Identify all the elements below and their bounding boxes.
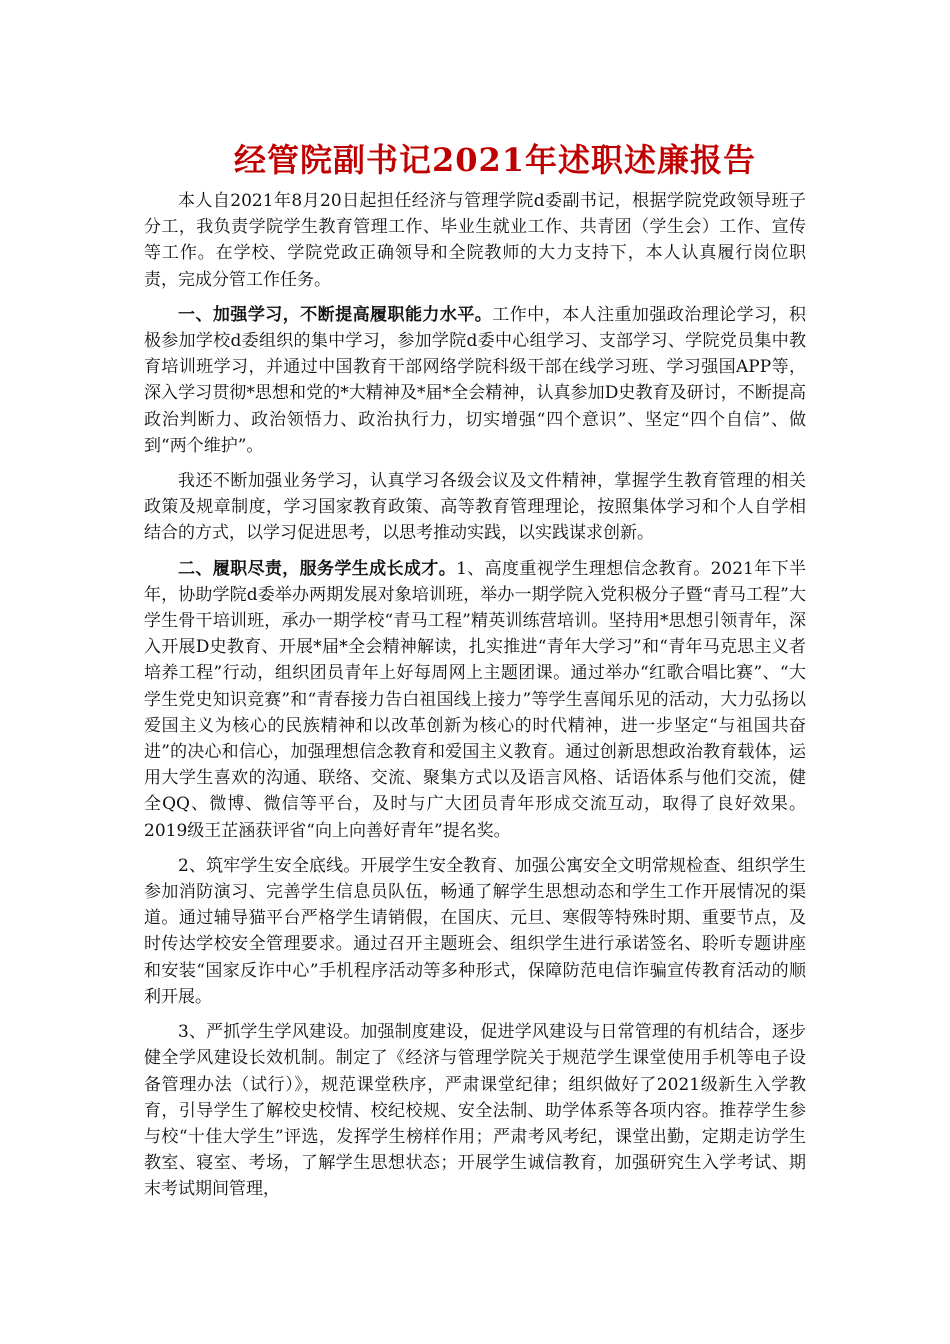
paragraph bbox=[144, 853, 806, 1010]
paragraph-text: 我还不断加强业务学习，认真学习各级会议及文件精神，掌握学生教育管理的相关政策及规章制度，学习国家教育政策、高等教育管理理论，按照集体学习和个人自学相结合的方式，以学习促进思考，以思考推动实践，以实践谋求创新。 bbox=[144, 471, 806, 544]
section-heading: 一、加强学习，不断提高履职能力水平。 bbox=[178, 304, 493, 325]
paragraph bbox=[144, 468, 806, 547]
paragraph-text: 3、严抓学生学风建设。加强制度建设，促进学风建设与日常管理的有机结合，逐步健全学风建设长效机制。制定了《经济与管理学院关于规范学生课堂使用手机等电子设备管理办法（试行）》，规范课堂秩序，严肃课堂纪律；组织做好了2021级新生入学教育，引导学生了解校史校情、校纪校规、安全法制、助学体系等各项内容。推荐学生参与校“十佳大学生”评选，发挥学生榜样作用；严肃考风考纪，课堂出勤，定期走访学生教室、寝室、考场，了解学生思想状态；开展学生诚信教育，加强研究生入学考试、期末考试期间管理， bbox=[144, 1022, 806, 1200]
paragraph bbox=[144, 1019, 806, 1202]
paragraph-text: 2、筑牢学生安全底线。开展学生安全教育、加强公寓安全文明常规检查、组织学生参加消防演习、完善学生信息员队伍，畅通了解学生思想动态和学生工作开展情况的渠道。通过辅导猫平台严格学生请销假，在国庆、元旦、寒假等特殊时期、重要节点，及时传达学校安全管理要求。通过召开主题班会、组织学生进行承诺签名、聆听专题讲座和安装“国家反诈中心”手机程序活动等多种形式，保障防范电信诈骗宣传教育活动的顺利开展。 bbox=[144, 855, 806, 1007]
document-body bbox=[144, 188, 806, 1212]
paragraph bbox=[144, 556, 806, 844]
paragraph bbox=[144, 188, 806, 293]
paragraph-text: 工作中，本人注重加强政治理论学习，积极参加学校d委组织的集中学习，参加学院d委中心组学习、支部学习、学院党员集中教育培训班学习，并通过中国教育干部网络学院科级干部在线学习班、学习强国APP等，深入学习贯彻*思想和党的*大精神及*届*全会精神，认真参加D史教育及研讨，不断提高政治判断力、政治领悟力、政治执行力，切实增强“四个意识”、坚定“四个自信”、做到“两个维护”。 bbox=[144, 304, 807, 456]
paragraph-text: 1、高度重视学生理想信念教育。2021年下半年，协助学院d委举办两期发展对象培训班，举办一期学院入党积极分子暨“青马工程”大学生骨干培训班，承办一期学校“青马工程”精英训练营培训。坚持用*思想引领青年，深入开展D史教育、开展*届*全会精神解读，扎实推进“青年大学习”和“青年马克思主义者培养工程”行动，组织团员青年上好每周网上主题团课。通过举办“红歌合唱比赛”、“大学生党史知识竞赛”和“青春接力告白祖国线上接力”等学生喜闻乐见的活动，大力弘扬以爱国主义为核心的民族精神和以改革创新为核心的时代精神，进一步坚定“与祖国共奋进”的决心和信心，加强理想信念教育和爱国主义教育。通过创新思想政治教育载体，运用大学生喜欢的沟通、联络、交流、聚集方式以及语言风格、话语体系与他们交流，健全QQ、微博、微信等平台，及时与广大团员青年形成交流互动，取得了良好效果。2019级王芷涵获评省“向上向善好青年”提名奖。 bbox=[144, 558, 806, 841]
document-title: 经管院副书记2021年述职述廉报告 bbox=[233, 141, 757, 179]
section-heading: 二、履职尽责，服务学生成长成才。 bbox=[178, 558, 457, 579]
paragraph-text: 本人自2021年8月20日起担任经济与管理学院d委副书记，根据学院党政领导班子分工，我负责学院学生教育管理工作、毕业生就业工作、共青团（学生会）工作、宣传等工作。在学校、学院党政正确领导和全院教师的大力支持下，本人认真履行岗位职责，完成分管工作任务。 bbox=[144, 191, 806, 290]
paragraph bbox=[144, 302, 806, 459]
